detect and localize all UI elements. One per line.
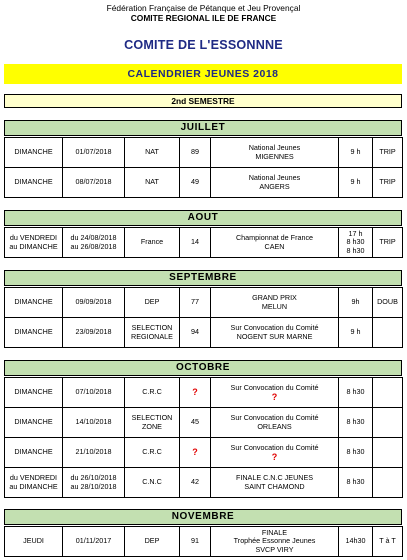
table-row[interactable]: [5, 318, 403, 348]
table-row[interactable]: [5, 438, 403, 468]
num-cell: [180, 438, 211, 468]
num-cell: 77: [180, 288, 211, 318]
time-cell: 9 h: [339, 168, 373, 198]
format-cell: [373, 318, 403, 348]
events-table-aout: [4, 227, 403, 258]
event-cell: [211, 378, 339, 408]
day-cell: DIMANCHE: [5, 138, 63, 168]
time-line: 8 h30: [346, 245, 365, 255]
format-cell: [373, 438, 403, 468]
date-cell: 01/07/2018: [63, 138, 125, 168]
num-cell: 49: [180, 168, 211, 198]
format-cell: T à T: [373, 527, 403, 557]
type-cell: NAT: [125, 138, 180, 168]
event-line: NOGENT SUR MARNE: [236, 331, 313, 341]
event-cell: [211, 408, 339, 438]
events-table-novembre: [4, 526, 403, 557]
day-line: du VENDREDI: [9, 473, 58, 483]
region-title: COMITE REGIONAL ILE DE FRANCE: [130, 13, 277, 23]
month-header-octobre: OCTOBRE: [4, 360, 402, 376]
time-cell: 9h: [339, 288, 373, 318]
table-row[interactable]: [5, 408, 403, 438]
day-line: au DIMANCHE: [9, 481, 58, 491]
date-cell: 01/11/2017: [63, 527, 125, 557]
date-line: au 28/10/2018: [70, 481, 117, 491]
time-line: 8 h30: [346, 237, 365, 247]
type-cell: C.R.C: [125, 438, 180, 468]
event-line: National Jeunes: [248, 143, 301, 153]
num-cell: [180, 378, 211, 408]
event-line: ORLEANS: [257, 421, 292, 431]
date-line: au 26/08/2018: [70, 241, 117, 251]
day-cell: [5, 228, 63, 258]
time-cell: 8 h30: [339, 468, 373, 498]
num-cell: 14: [180, 228, 211, 258]
table-row[interactable]: [5, 527, 403, 557]
date-cell: 09/09/2018: [63, 288, 125, 318]
date-line: du 24/08/2018: [70, 233, 117, 243]
type-cell: DEP: [125, 288, 180, 318]
event-line: National Jeunes: [248, 173, 301, 183]
time-cell: [339, 228, 373, 258]
event-line: Sur Convocation du Comité: [230, 443, 319, 453]
time-cell: 9 h: [339, 318, 373, 348]
table-row[interactable]: [5, 468, 403, 498]
event-line: MIGENNES: [255, 151, 294, 161]
table-row[interactable]: [5, 288, 403, 318]
event-line: CAEN: [264, 241, 285, 251]
num-cell: 94: [180, 318, 211, 348]
unknown-mark: ?: [271, 391, 278, 402]
day-cell: DIMANCHE: [5, 318, 63, 348]
event-cell: [211, 318, 339, 348]
event-cell: [211, 438, 339, 468]
format-cell: TRIP: [373, 138, 403, 168]
type-cell: C.R.C: [125, 378, 180, 408]
format-cell: [373, 468, 403, 498]
unknown-mark: ?: [271, 451, 278, 462]
date-cell: 23/09/2018: [63, 318, 125, 348]
time-cell: 14h30: [339, 527, 373, 557]
event-line: ANGERS: [259, 181, 290, 191]
type-cell: C.N.C: [125, 468, 180, 498]
table-row[interactable]: [5, 168, 403, 198]
format-cell: DOUB: [373, 288, 403, 318]
type-cell: [125, 408, 180, 438]
time-line: 17 h: [348, 228, 363, 238]
calendar-banner: CALENDRIER JEUNES 2018: [4, 64, 402, 84]
type-line: SELECTION: [131, 413, 173, 423]
day-cell: DIMANCHE: [5, 168, 63, 198]
format-cell: [373, 378, 403, 408]
num-cell: 91: [180, 527, 211, 557]
event-cell: [211, 527, 339, 557]
event-cell: [211, 168, 339, 198]
event-cell: [211, 228, 339, 258]
event-line: Sur Convocation du Comité: [230, 413, 319, 423]
month-header-juillet: JUILLET: [4, 120, 402, 136]
day-cell: [5, 468, 63, 498]
events-table-juillet: [4, 137, 403, 198]
federation-title: Fédération Française de Pétanque et Jeu Provençal: [106, 3, 301, 13]
date-line: du 26/10/2018: [70, 473, 117, 483]
event-cell: [211, 288, 339, 318]
format-cell: TRIP: [373, 228, 403, 258]
date-cell: 07/10/2018: [63, 378, 125, 408]
type-cell: NAT: [125, 168, 180, 198]
num-cell: 89: [180, 138, 211, 168]
event-cell: [211, 468, 339, 498]
time-cell: 8 h30: [339, 378, 373, 408]
month-header-septembre: SEPTEMBRE: [4, 270, 402, 286]
type-cell: [125, 318, 180, 348]
event-line: MELUN: [261, 301, 288, 311]
unknown-mark: ?: [192, 386, 198, 397]
day-line: du VENDREDI: [9, 233, 58, 243]
events-table-octobre: [4, 377, 403, 498]
day-line: au DIMANCHE: [9, 241, 58, 251]
table-row[interactable]: [5, 228, 403, 258]
semester-bar: 2nd SEMESTRE: [4, 94, 402, 108]
table-row[interactable]: [5, 138, 403, 168]
type-cell: France: [125, 228, 180, 258]
day-cell: DIMANCHE: [5, 288, 63, 318]
event-line: FINALE: [261, 527, 288, 537]
date-cell: 21/10/2018: [63, 438, 125, 468]
date-cell: 14/10/2018: [63, 408, 125, 438]
type-line: REGIONALE: [131, 331, 173, 341]
event-cell: [211, 138, 339, 168]
num-cell: 42: [180, 468, 211, 498]
day-cell: JEUDI: [5, 527, 63, 557]
type-cell: DEP: [125, 527, 180, 557]
date-cell: [63, 228, 125, 258]
time-cell: 8 h30: [339, 408, 373, 438]
event-line: Sur Convocation du Comité: [230, 383, 319, 393]
time-cell: 8 h30: [339, 438, 373, 468]
format-cell: TRIP: [373, 168, 403, 198]
event-line: Championnat de France: [235, 233, 314, 243]
day-cell: DIMANCHE: [5, 378, 63, 408]
num-cell: 45: [180, 408, 211, 438]
event-line: FINALE C.N.C JEUNES: [235, 473, 314, 483]
committee-title: COMITE DE L'ESSONNNE: [124, 38, 283, 52]
month-header-aout: AOUT: [4, 210, 402, 226]
date-cell: 08/07/2018: [63, 168, 125, 198]
day-cell: DIMANCHE: [5, 438, 63, 468]
event-line: Sur Convocation du Comité: [230, 323, 319, 333]
month-header-novembre: NOVEMBRE: [4, 509, 402, 525]
date-cell: [63, 468, 125, 498]
time-cell: 9 h: [339, 138, 373, 168]
event-line: SAINT CHAMOND: [244, 481, 305, 491]
type-line: ZONE: [142, 421, 162, 431]
unknown-mark: ?: [192, 446, 198, 457]
table-row[interactable]: [5, 378, 403, 408]
type-line: SELECTION: [131, 323, 173, 333]
day-cell: DIMANCHE: [5, 408, 63, 438]
event-line: GRAND PRIX: [252, 293, 297, 303]
events-table-septembre: [4, 287, 403, 348]
event-line: SVCP VIRY: [255, 544, 294, 554]
event-line: Trophée Essonne Jeunes: [233, 536, 316, 546]
format-cell: [373, 408, 403, 438]
